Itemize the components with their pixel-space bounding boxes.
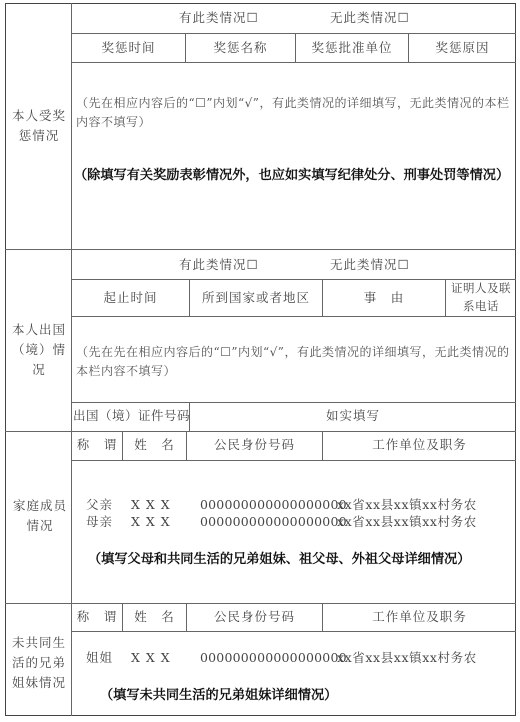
travel-passport-label: 出国（境）证件号码 <box>73 408 191 423</box>
section-divider-3 <box>5 603 516 604</box>
family-header-divider <box>71 460 516 461</box>
awards-header-reason: 奖惩原因 <box>435 40 490 55</box>
awards-header-unit: 奖惩批准单位 <box>311 40 393 55</box>
travel-header-witness: 证明人及联系电话 <box>451 281 511 313</box>
travel-option-yes[interactable]: 有此类情况☐ <box>179 257 259 272</box>
awards-header-name: 奖惩名称 <box>213 40 268 55</box>
family-row-2-id: 000000000000000000 <box>200 514 347 529</box>
travel-header-country: 所到国家或者地区 <box>201 290 310 305</box>
travel-header-divider <box>71 316 516 317</box>
siblings-instruction: （填写未共同生活的兄弟姐妹详细情况） <box>100 688 338 703</box>
siblings-header-name: 姓 名 <box>134 609 175 624</box>
family-header-work: 工作单位及职务 <box>372 437 467 452</box>
siblings-header-id: 公民身份号码 <box>213 609 295 624</box>
family-row-1-name: X X X <box>131 497 171 512</box>
awards-option-divider <box>71 33 516 34</box>
siblings-row-1-id: 000000000000000000 <box>200 650 347 665</box>
section-divider-1 <box>5 249 516 250</box>
siblings-section-label: 未共同生活的兄弟姐妹情况 <box>11 635 66 690</box>
awards-instruction: （除填写有关奖励表彰情况外，也应如实填写纪律处分、刑事处罚等情况） <box>74 168 510 183</box>
travel-header-reason: 事 由 <box>363 290 405 305</box>
family-row-1-work: xx省xx县xx镇xx村务农 <box>337 497 477 512</box>
travel-passport-value[interactable]: 如实填写 <box>325 408 380 423</box>
family-row-2-relation: 母亲 <box>86 514 114 529</box>
family-row-1-relation: 父亲 <box>86 497 114 512</box>
family-header-id: 公民身份号码 <box>213 437 295 452</box>
family-section-label: 家庭成员情况 <box>12 498 67 533</box>
travel-passport-divider <box>71 402 516 403</box>
family-row-2-name: X X X <box>131 514 171 529</box>
travel-col-divider-3 <box>445 279 446 316</box>
family-instruction: （填写父母和共同生活的兄弟姐妹、祖父母、外祖父母详细情况） <box>88 552 471 567</box>
siblings-row-1-name: X X X <box>131 650 171 665</box>
siblings-header-relation: 称 谓 <box>76 609 118 624</box>
travel-header-time: 起止时间 <box>103 290 158 305</box>
awards-header-time: 奖惩时间 <box>101 40 156 55</box>
travel-section-label: 本人出国（境）情况 <box>11 322 66 377</box>
siblings-header-work: 工作单位及职务 <box>372 609 467 624</box>
awards-option-no[interactable]: 无此类情况☐ <box>330 10 410 25</box>
siblings-row-1-work: xx省xx县xx镇xx村务农 <box>337 650 477 665</box>
siblings-header-divider <box>71 631 516 632</box>
travel-option-no[interactable]: 无此类情况☐ <box>330 257 410 272</box>
section-divider-2 <box>5 431 516 432</box>
travel-note: （先在先在相应内容后的“☐”内划“√”，有此类情况的详细填写，无此类情况的本栏内容不填写） <box>76 345 510 378</box>
awards-section-label: 本人受奖惩情况 <box>11 108 66 143</box>
family-row-1-id: 000000000000000000 <box>200 497 347 512</box>
awards-header-divider <box>71 62 516 63</box>
awards-note: （先在相应内容后的“☐”内划“√”，有此类情况的详细填写，无此类情况的本栏内容不填写） <box>76 96 510 129</box>
family-header-name: 姓 名 <box>134 437 175 452</box>
awards-option-yes[interactable]: 有此类情况☐ <box>179 10 259 25</box>
family-row-2-work: xx省xx县xx镇xx村务农 <box>337 514 477 529</box>
siblings-row-1-relation: 姐姐 <box>86 650 114 665</box>
family-header-relation: 称 谓 <box>76 437 118 452</box>
